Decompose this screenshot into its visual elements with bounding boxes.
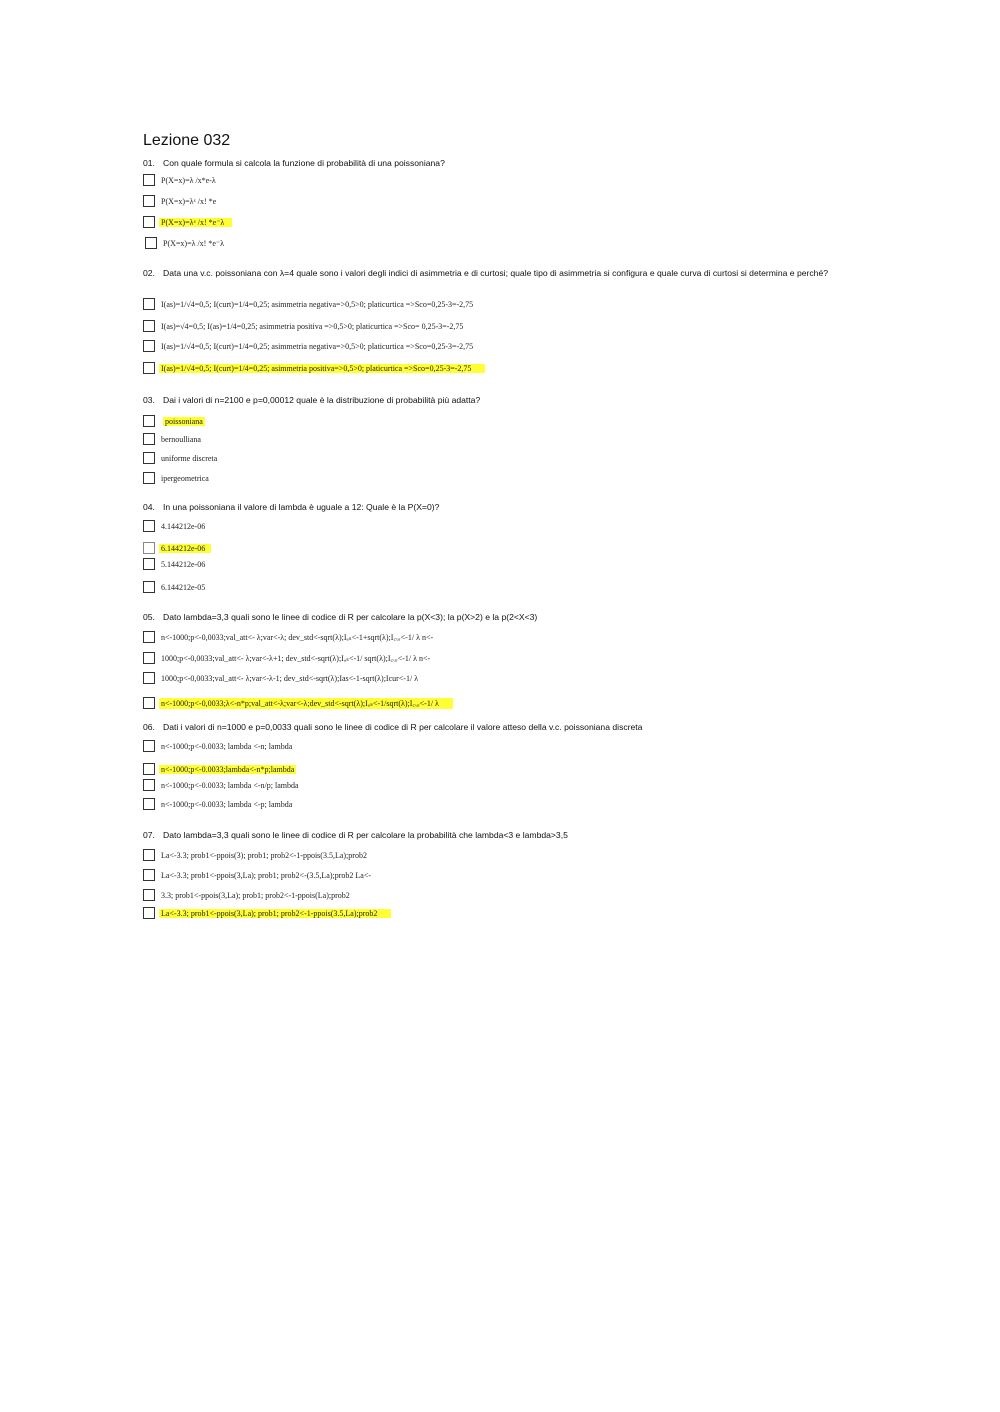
option-text: 6.144212e-05	[161, 582, 206, 592]
question-number: 06.	[143, 722, 155, 732]
checkbox[interactable]	[143, 798, 155, 810]
option-04-c[interactable]	[143, 558, 207, 570]
question-04	[143, 501, 843, 514]
option-06-c[interactable]	[143, 779, 301, 791]
checkbox[interactable]	[143, 581, 155, 593]
checkbox[interactable]	[143, 542, 155, 554]
option-text: P(X=x)=λ /x*e-λ	[161, 175, 216, 185]
option-04-a[interactable]	[143, 520, 207, 532]
option-text: 3.3; prob1<-ppois(3,La); prob1; prob2<-1-ppois(La);prob2	[161, 890, 350, 900]
question-07	[143, 829, 843, 842]
option-03-a[interactable]	[143, 415, 205, 427]
checkbox[interactable]	[143, 763, 155, 775]
option-text: n<-1000;p<-0.0033; lambda <-n/p; lambda	[161, 780, 299, 790]
question-number: 05.	[143, 612, 155, 622]
option-text: n<-1000;p<-0,0033;val_att<- λ;var<-λ; dev_std<-sqrt(λ);Iₐₛ<-1+sqrt(λ);I꜀ᵤᵣ<-1/ λ n<-	[161, 632, 434, 642]
option-text: bernoulliana	[161, 434, 201, 444]
checkbox[interactable]	[143, 195, 155, 207]
option-text: I(as)=1/√4=0,5; I(curt)=1/4=0,25; asimmetria negativa=>0,5>0; platicurtica =>Sco=0,25-3=-2,75	[161, 341, 474, 351]
question-02	[143, 267, 843, 280]
option-text: I(as)=1/√4=0,5; I(curt)=1/4=0,25; asimmetria positiva=>0,5>0; platicurtica =>Sco=0,25-3=-2,75	[159, 364, 485, 373]
checkbox[interactable]	[143, 697, 155, 709]
option-04-d[interactable]	[143, 581, 207, 593]
option-05-d[interactable]	[143, 697, 453, 709]
option-text: La<-3.3; prob1<-ppois(3); prob1; prob2<-1-ppois(3.5,La);prob2	[161, 850, 367, 860]
question-text: Dato lambda=3,3 quali sono le linee di codice di R per calcolare la probabilità che lambda<3 e lambda>3,5	[163, 830, 568, 840]
option-05-c[interactable]	[143, 672, 420, 684]
checkbox[interactable]	[143, 433, 155, 445]
checkbox[interactable]	[143, 849, 155, 861]
option-02-d[interactable]	[143, 362, 485, 374]
option-01-a[interactable]	[143, 174, 218, 186]
option-02-b[interactable]	[143, 320, 465, 332]
checkbox[interactable]	[143, 672, 155, 684]
question-number: 02.	[143, 268, 155, 278]
checkbox[interactable]	[143, 869, 155, 881]
option-text: n<-1000;p<-0.0033; lambda <-p; lambda	[161, 799, 293, 809]
checkbox[interactable]	[143, 362, 155, 374]
checkbox[interactable]	[143, 889, 155, 901]
option-07-c[interactable]	[143, 889, 352, 901]
option-text: n<-1000;p<-0.0033;lambda<-n*p;lambda	[161, 764, 295, 774]
checkbox[interactable]	[143, 298, 155, 310]
option-01-c[interactable]	[143, 216, 232, 228]
checkbox[interactable]	[143, 174, 155, 186]
question-number: 01.	[143, 158, 155, 168]
option-06-b[interactable]	[143, 763, 296, 775]
option-01-d[interactable]	[145, 237, 226, 249]
checkbox[interactable]	[143, 520, 155, 532]
question-text: Dati i valori di n=1000 e p=0,0033 quali sono le linee di codice di R per calcolare il valore atteso della v.c. poissoniana discreta	[163, 722, 643, 732]
option-01-b[interactable]	[143, 195, 218, 207]
checkbox[interactable]	[143, 415, 155, 427]
option-05-a[interactable]	[143, 631, 435, 643]
checkbox[interactable]	[143, 740, 155, 752]
question-number: 03.	[143, 395, 155, 405]
option-text: P(X=x)=λˣ /x! *e⁻λ	[159, 218, 232, 227]
checkbox[interactable]	[143, 320, 155, 332]
page-title: Lezione 032	[143, 132, 231, 149]
option-07-d[interactable]	[143, 907, 391, 919]
option-text: 5.144212e-06	[161, 559, 206, 569]
option-03-b[interactable]	[143, 433, 203, 445]
checkbox[interactable]	[143, 631, 155, 643]
question-01	[143, 157, 843, 170]
option-text: I(as)=1/√4=0,5; I(curt)=1/4=0,25; asimmetria negativa=>0,5>0; platicurtica =>Sco=0,25-3=-2,75	[161, 299, 474, 309]
option-text: 6.144212e-06	[159, 544, 211, 553]
option-text: n<-1000;p<-0.0033; lambda <-n; lambda	[161, 741, 293, 751]
checkbox[interactable]	[143, 907, 155, 919]
checkbox[interactable]	[143, 779, 155, 791]
option-text: uniforme discreta	[161, 453, 218, 463]
option-04-b[interactable]	[143, 542, 211, 554]
checkbox[interactable]	[143, 452, 155, 464]
option-text: 1000;p<-0,0033;val_att<- λ;var<-λ-1; dev_std<-sqrt(λ);Ias<-1-sqrt(λ);Icur<-1/ λ	[161, 673, 419, 683]
checkbox[interactable]	[143, 558, 155, 570]
option-text: poissoniana	[165, 416, 203, 426]
option-text: P(X=x)=λˣ /x! *e	[161, 196, 217, 206]
option-06-d[interactable]	[143, 798, 294, 810]
option-07-b[interactable]	[143, 869, 373, 881]
question-number: 07.	[143, 830, 155, 840]
question-03	[143, 394, 843, 407]
checkbox[interactable]	[143, 216, 155, 228]
option-03-d[interactable]	[143, 472, 211, 484]
option-text: 4.144212e-06	[161, 521, 206, 531]
option-02-c[interactable]	[143, 340, 475, 352]
checkbox[interactable]	[143, 472, 155, 484]
question-text: Dai i valori di n=2100 e p=0,00012 quale è la distribuzione di probabilità più adatta?	[163, 395, 481, 405]
checkbox[interactable]	[145, 237, 157, 249]
question-number: 04.	[143, 502, 155, 512]
option-text: I(as)=√4=0,5; I(as)=1/4=0,25; asimmetria positiva =>0,5>0; platicurtica =>Sco= 0,25-3=-2,75	[161, 321, 464, 331]
option-text: 1000;p<-0,0033;val_att<- λ;var<-λ+1; dev_std<-sqrt(λ);Iₐₛ<-1/ sqrt(λ);I꜀ᵤᵣ<-1/ λ n<-	[161, 653, 431, 663]
question-text: In una poissoniana il valore di lambda è uguale a 12: Quale è la P(X=0)?	[163, 502, 440, 512]
option-text: n<-1000;p<-0,0033;λ<-n*p;val_att<-λ;var<-λ;dev_std<-sqrt(λ);Iₐₛ<-1/sqrt(λ);I꜀ᵤᵣ<-1/ λ	[159, 698, 453, 709]
question-text: Data una v.c. poissoniana con λ=4 quale sono i valori degli indici di asimmetria e di curtosi; quale tipo di asimmetria si configura e quale curva di curtosi si determina e perché?	[163, 268, 829, 278]
option-text: La<-3.3; prob1<-ppois(3,La); prob1; prob2<-(3.5,La);prob2 La<-	[161, 870, 371, 880]
question-text: Con quale formula si calcola la funzione di probabilità di una poissoniana?	[163, 158, 445, 168]
option-03-c[interactable]	[143, 452, 219, 464]
question-05	[143, 611, 843, 624]
option-02-a[interactable]	[143, 298, 475, 310]
option-text: P(X=x)=λ /x! *e⁻λ	[163, 238, 224, 248]
question-06	[143, 721, 843, 734]
checkbox[interactable]	[143, 340, 155, 352]
option-text: ipergeometrica	[161, 473, 209, 483]
checkbox[interactable]	[143, 652, 155, 664]
question-text: Dato lambda=3,3 quali sono le linee di codice di R per calcolare la p(X<3); la p(X>2) e la p(2<X<3)	[163, 612, 538, 622]
option-06-a[interactable]	[143, 740, 294, 752]
option-05-b[interactable]	[143, 652, 432, 664]
option-text: La<-3.3; prob1<-ppois(3,La); prob1; prob2<-1-ppois(3.5,La);prob2	[159, 909, 391, 918]
option-07-a[interactable]	[143, 849, 369, 861]
